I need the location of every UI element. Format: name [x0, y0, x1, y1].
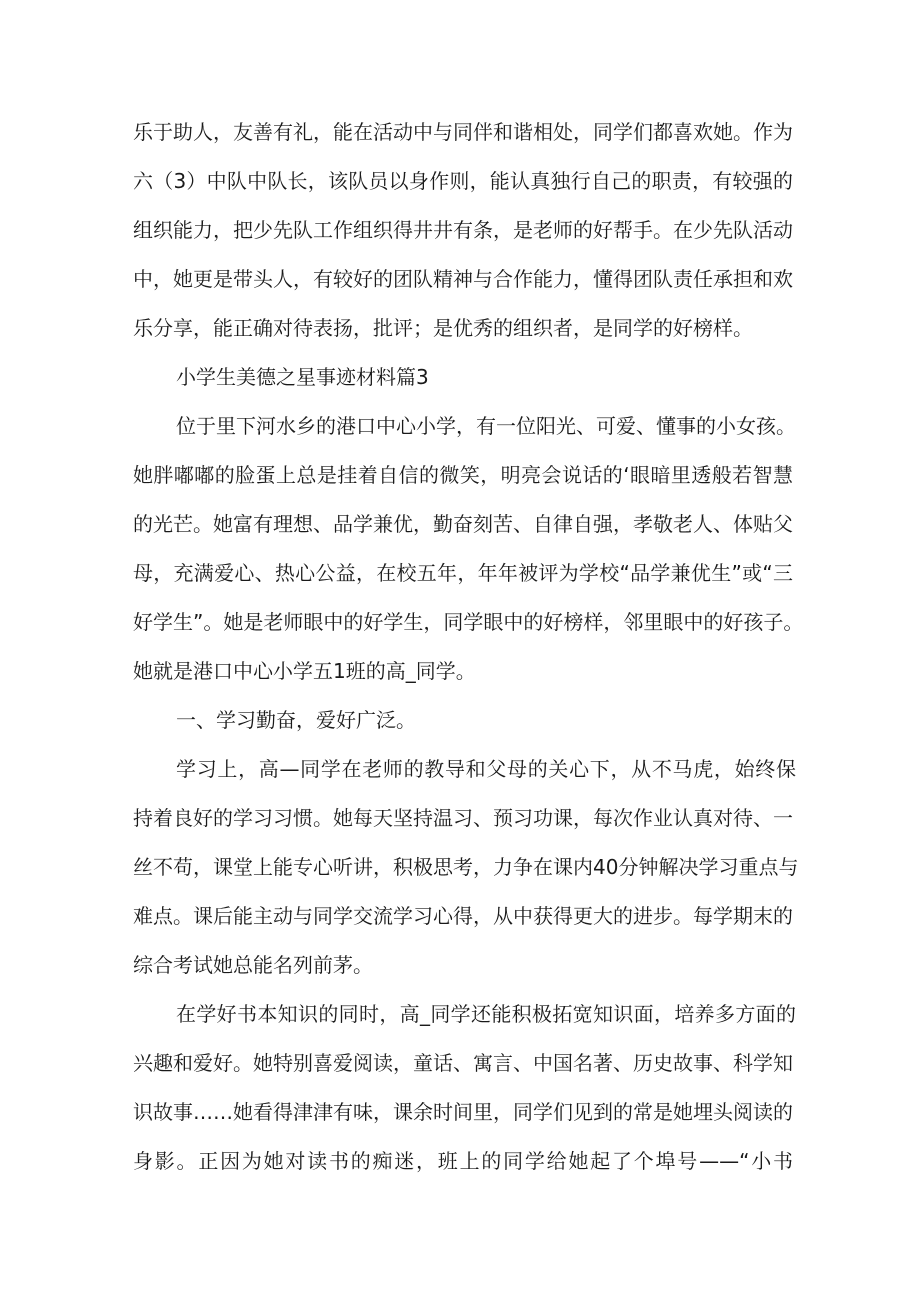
body-text-line: 识故事……她看得津津有味，课余时间里，同学们见到的常是她埋头阅读的 — [133, 1100, 793, 1124]
body-text-line: 在学好书本知识的同时，高_同学还能积极拓宽知识面，培养多方面的 — [176, 1002, 796, 1026]
body-text-line: 的光芒。她富有理想、品学兼优，勤奋刻苦、自律自强，孝敬老人、体贴父 — [133, 512, 793, 536]
subheading: 一、学习勤奋，爱好广泛。 — [176, 708, 416, 732]
body-text-line: 六（3）中队中队长，该队员以身作则，能认真独行自己的职责，有较强的 — [133, 169, 793, 193]
body-text-line: 持着良好的学习习惯。她每天坚持温习、预习功课，每次作业认真对待、一 — [133, 806, 793, 830]
body-text-line: 好学生”。她是老师眼中的好学生，同学眼中的好榜样，邻里眼中的好孩子。 — [133, 610, 804, 634]
body-text-line: 乐于助人，友善有礼，能在活动中与同伴和谐相处，同学们都喜欢她。作为 — [133, 120, 793, 144]
body-text-line: 组织能力，把少先队工作组织得井井有条，是老师的好帮手。在少先队活动 — [133, 218, 793, 242]
body-text-line: 丝不苟，课堂上能专心听讲，积极思考，力争在课内40分钟解决学习重点与 — [133, 855, 799, 879]
body-text-line: 身影。正因为她对读书的痴迷，班上的同学给她起了个埠号——“小书 — [133, 1149, 793, 1173]
section-heading: 小学生美德之星事迹材料篇3 — [176, 365, 429, 389]
body-text-line: 母，充满爱心、热心公益，在校五年，年年被评为学校“品学兼优生”或“三 — [133, 561, 793, 585]
body-text-line: 学习上，高—同学在老师的教导和父母的关心下，从不马虎，始终保 — [176, 757, 796, 781]
body-text-line: 综合考试她总能名列前茅。 — [133, 953, 373, 977]
body-text-line: 乐分享，能正确对待表扬，批评；是优秀的组织者，是同学的好榜样。 — [133, 316, 753, 340]
body-text-line: 她胖嘟嘟的脸蛋上总是挂着自信的微笑，明亮会说话的‘眼暗里透般若智慧 — [133, 463, 793, 487]
body-text-line: 中，她更是带头人，有较好的团队精神与合作能力，懂得团队责任承担和欢 — [133, 267, 793, 291]
body-text-line: 她就是港口中心小学五1班的高_同学。 — [133, 659, 476, 683]
body-text-line: 位于里下河水乡的港口中心小学，有一位阳光、可爱、懂事的小女孩。 — [176, 414, 796, 438]
body-text-line: 难点。课后能主动与同学交流学习心得，从中获得更大的进步。每学期末的 — [133, 904, 793, 928]
body-text-line: 兴趣和爱好。她特别喜爱阅读，童话、寓言、中国名著、历史故事、科学知 — [133, 1051, 793, 1075]
